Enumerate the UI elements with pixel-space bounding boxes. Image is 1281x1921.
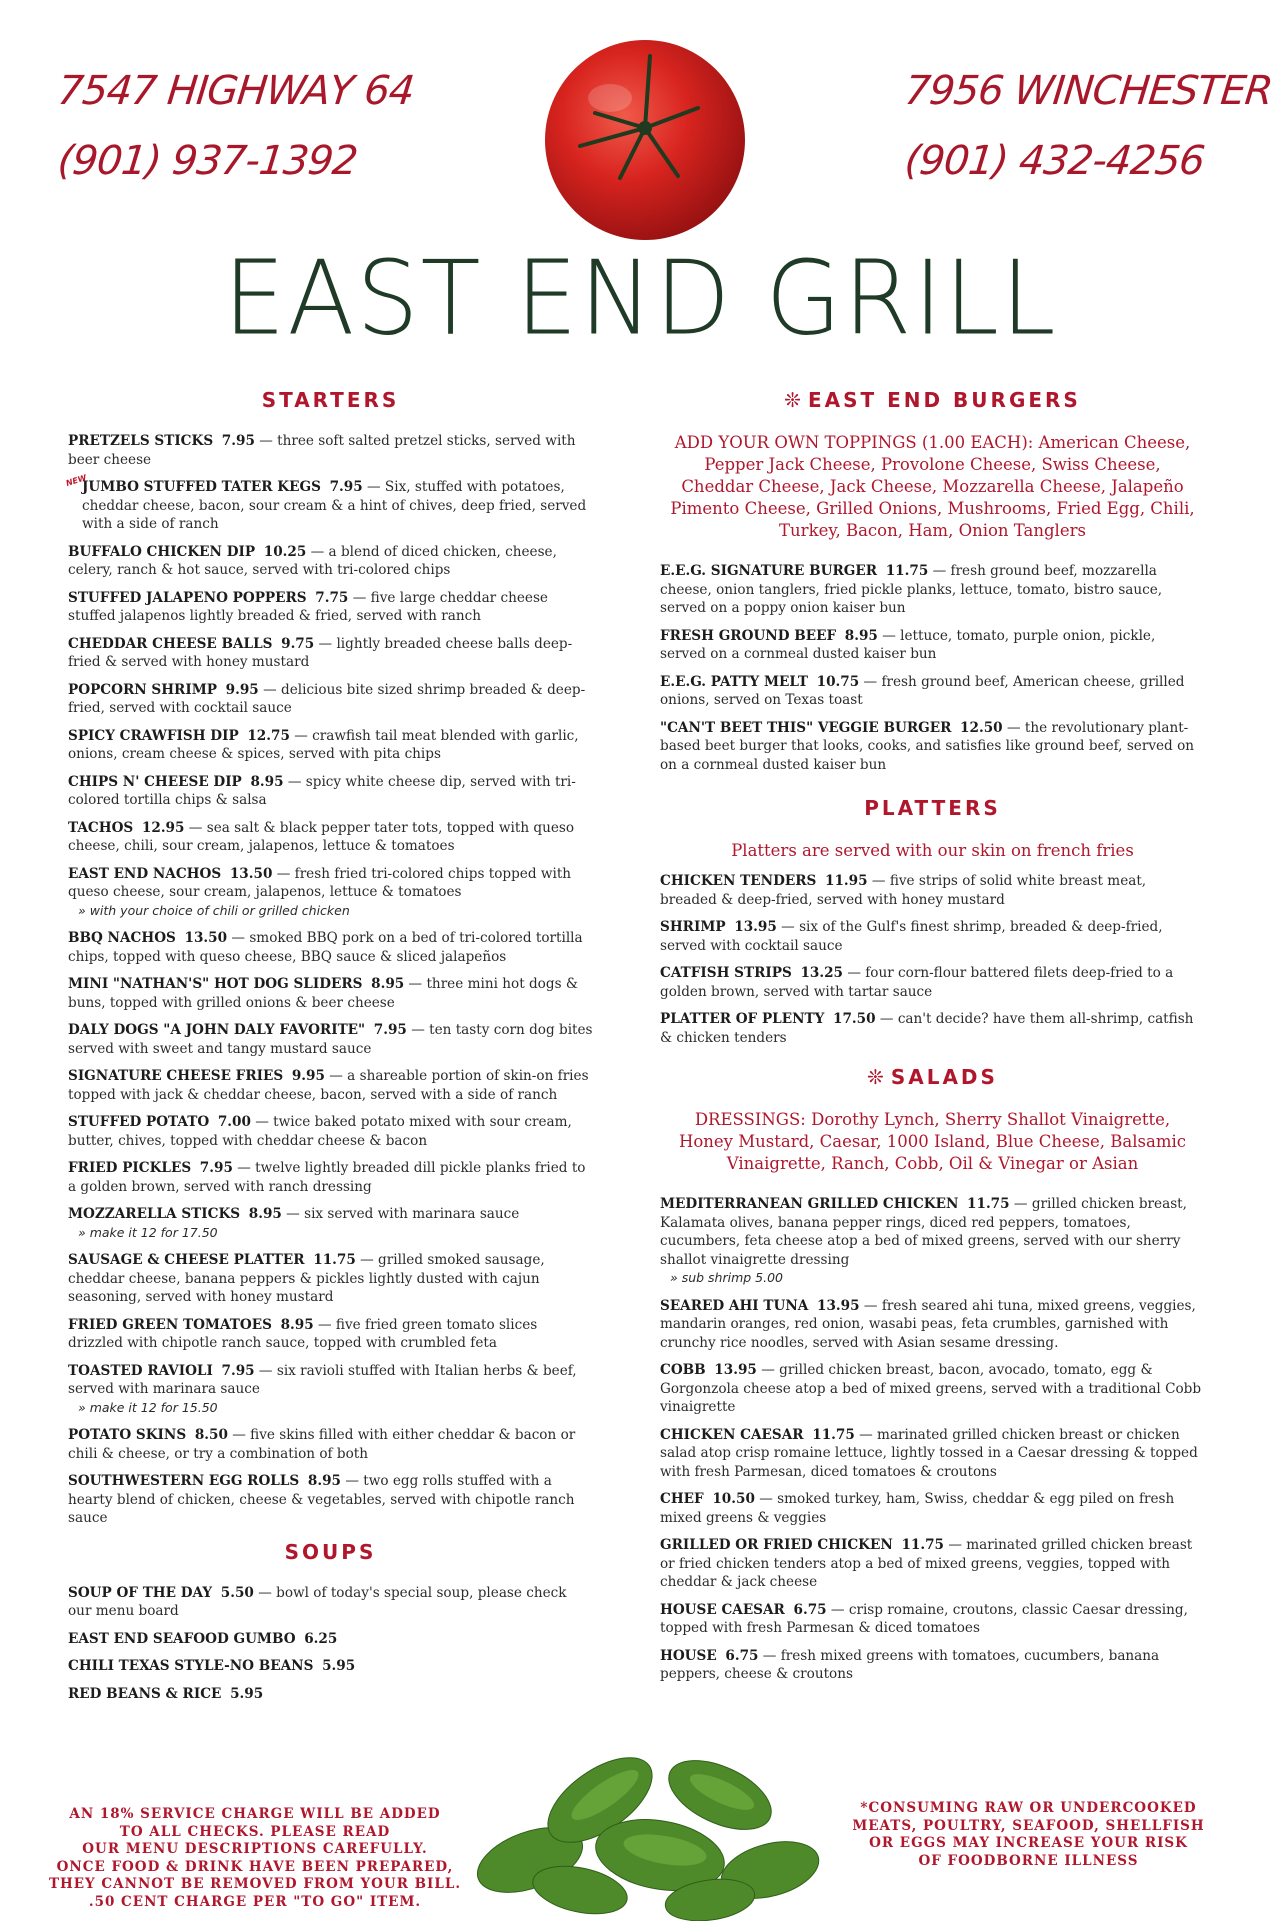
menu-item-name: MEDITERRANEAN GRILLED CHICKEN	[660, 1196, 959, 1212]
service-charge-notice	[20, 1806, 490, 1911]
menu-item	[660, 1010, 1205, 1047]
salads-dressings-note: DRESSINGS: Dorothy Lynch, Sherry Shallot Vinaigrette, Honey Mustard, Caesar, 1000 Island, Blue Cheese, Balsamic Vinaigrette, Ranch, Cobb, Oil & Vinegar or Asian	[678, 1110, 1187, 1173]
menu-item	[660, 1601, 1205, 1638]
menu-item-description: — marinated grilled chicken breast or chicken salad atop crisp romaine lettuce, lightly tossed in a Caesar dressing & topped with fresh Parmesan, diced tomatoes & croutons	[660, 1426, 1198, 1480]
menu-item-name: TACHOS	[68, 819, 134, 836]
menu-item-price: 12.95	[141, 819, 185, 836]
menu-item-description: — four corn-flour battered filets deep-fried to a golden brown, served with tartar sauce	[660, 965, 1174, 1000]
soups-list	[68, 1584, 593, 1704]
menu-item-name: E.E.G. SIGNATURE BURGER	[660, 563, 878, 579]
menu-item-description: — fresh ground beef, mozzarella cheese, onion tanglers, fried pickle planks, lettuce, tomato, bistro sauce, served on a poppy onion kaiser bun	[660, 563, 1163, 616]
menu-item-description: — five skins filled with either cheddar & bacon or chili & cheese, or try a combination of both	[68, 1427, 576, 1462]
menu-item-description: — spicy white cheese dip, served with tri-colored tortilla chips & salsa	[68, 773, 576, 808]
menu-item-price: 9.95	[291, 1068, 325, 1084]
menu-item-description: — lettuce, tomato, purple onion, pickle, served on a cornmeal dusted kaiser bun	[660, 627, 1156, 662]
menu-item-name: SOUP OF THE DAY	[68, 1584, 213, 1601]
menu-item-price: 17.50	[833, 1011, 876, 1027]
menu-item-price: 13.50	[229, 865, 273, 882]
platters-list	[660, 872, 1205, 1047]
menu-item	[68, 819, 593, 856]
asterisk-icon: ❊	[867, 1065, 887, 1089]
menu-item-description: — fresh fried tri-colored chips topped with queso cheese, sour cream, jalapenos, lettuce & tomatoes	[68, 865, 572, 900]
address-right-street: 7956 WINCHESTER	[902, 68, 1275, 114]
menu-item-description: — delicious bite sized shrimp breaded & deep-fried, served with cocktail sauce	[68, 681, 586, 716]
menu-item	[68, 1067, 593, 1104]
menu-item	[68, 1316, 593, 1353]
menu-item-description: — fresh ground beef, American cheese, grilled onions, served on Texas toast	[660, 673, 1185, 708]
menu-item-price: 10.50	[712, 1491, 755, 1507]
menu-item-price: 8.50	[194, 1427, 228, 1443]
menu-item	[68, 1021, 593, 1058]
salads-heading-text: SALADS	[890, 1065, 998, 1089]
menu-item-name: SIGNATURE CHEESE FRIES	[68, 1068, 284, 1084]
left-column	[64, 388, 593, 1712]
menu-item	[68, 975, 593, 1012]
menu-item-option: » with your choice of chili or grilled chicken	[78, 902, 350, 918]
footer-line: OUR MENU DESCRIPTIONS CAREFULLY.	[82, 1841, 428, 1857]
burgers-heading-text: EAST END BURGERS	[807, 388, 1081, 412]
address-left-phone: (901) 937-1392	[55, 138, 360, 184]
menu-item	[64, 473, 593, 534]
menu-item-description: — lightly breaded cheese balls deep-fried & served with honey mustard	[68, 635, 573, 670]
menu-item-description: — sea salt & black pepper tater tots, topped with queso cheese, chili, sour cream, jalapenos, lettuce & tomatoes	[68, 819, 575, 854]
menu-item-name: FRESH GROUND BEEF	[660, 627, 837, 644]
footer-line: *CONSUMING RAW OR UNDERCOOKED	[860, 1800, 1197, 1816]
menu-item-name: COBB	[660, 1362, 706, 1378]
menu-item-description: — twelve lightly breaded dill pickle planks fried to a golden brown, served with ranch dressing	[68, 1160, 586, 1195]
menu-item-price: 12.75	[247, 727, 290, 744]
menu-item-description: — crawfish tail meat blended with garlic, onions, cream cheese & spices, served with pita chips	[68, 727, 579, 762]
menu-item	[68, 1251, 593, 1307]
menu-item-description: — the revolutionary plant-based beet burger that looks, cooks, and satisfies like ground beef, served on on a cornmeal dusted kaiser bun	[660, 719, 1195, 773]
address-right-phone: (901) 432-4256	[902, 138, 1207, 184]
menu-item-price: 5.95	[230, 1685, 264, 1702]
menu-item	[68, 1472, 593, 1528]
menu-item-name: CHEDDAR CHEESE BALLS	[68, 635, 273, 652]
menu-item-name: CATFISH STRIPS	[660, 965, 792, 981]
menu-item	[68, 1657, 593, 1676]
menu-item-description: — smoked turkey, ham, Swiss, cheddar & egg piled on fresh mixed greens & veggies	[660, 1491, 1175, 1526]
menu-item-price: 7.95	[221, 1362, 255, 1379]
menu-item-name: STUFFED JALAPENO POPPERS	[68, 589, 307, 606]
burgers-heading	[660, 388, 1205, 412]
menu-item-description: — six served with marinara sauce	[281, 1206, 520, 1222]
menu-item	[68, 1685, 593, 1704]
menu-item-name: PRETZELS STICKS	[68, 433, 214, 449]
menu-item-price: 13.95	[734, 919, 777, 935]
footer-line: AN 18% SERVICE CHARGE WILL BE ADDED	[69, 1806, 441, 1822]
menu-item	[660, 918, 1205, 955]
menu-item	[660, 719, 1205, 775]
salads-list	[660, 1195, 1205, 1684]
menu-item-description: — bowl of today's special soup, please check our menu board	[68, 1584, 567, 1619]
menu-item-price: 5.95	[322, 1658, 356, 1674]
menu-item	[660, 1647, 1205, 1684]
salads-heading	[660, 1065, 1205, 1089]
menu-item-name: HOUSE CAESAR	[660, 1601, 785, 1618]
menu-item-description: — crisp romaine, croutons, classic Caesar dressing, topped with fresh Parmesan & diced tomatoes	[660, 1601, 1188, 1636]
menu-item-price: 6.75	[725, 1647, 759, 1664]
menu-item-name: FRIED PICKLES	[68, 1160, 192, 1176]
menu-item-description: — can't decide? have them all-shrimp, catfish & chicken tenders	[660, 1011, 1194, 1046]
menu-item-description: — ten tasty corn dog bites served with sweet and tangy mustard sauce	[68, 1022, 593, 1057]
menu-item	[68, 1362, 593, 1418]
menu-item	[68, 773, 593, 810]
menu-item	[660, 627, 1205, 664]
menu-item-price: 10.25	[263, 543, 307, 560]
menu-item	[68, 432, 593, 469]
menu-item-price: 11.75	[901, 1537, 945, 1553]
menu-item-description: — five large cheddar cheese stuffed jalapenos lightly breaded & fried, served with ranch	[68, 589, 548, 624]
menu-item-name: CHICKEN TENDERS	[660, 873, 817, 889]
footer-line: TO ALL CHECKS. PLEASE READ	[119, 1823, 391, 1840]
menu-item-description: — a blend of diced chicken, cheese, celery, ranch & hot sauce, served with tri-colored chips	[68, 543, 557, 578]
menu-item-name: CHILI TEXAS STYLE-NO BEANS	[68, 1658, 314, 1674]
menu-item	[660, 1195, 1205, 1288]
footer-line: OF FOODBORNE ILLNESS	[918, 1852, 1139, 1869]
menu-item-price: 8.95	[280, 1316, 314, 1333]
starters-heading: STARTERS	[261, 388, 400, 412]
menu-item-name: SOUTHWESTERN EGG ROLLS	[68, 1473, 300, 1489]
menu-item-price: 13.50	[184, 930, 228, 946]
menu-item-price: 11.75	[885, 563, 929, 579]
menu-item-option: » make it 12 for 17.50	[78, 1224, 218, 1240]
menu-item-name: EAST END SEAFOOD GUMBO	[68, 1630, 296, 1647]
menu-item	[660, 1536, 1205, 1592]
menu-item	[68, 1205, 593, 1242]
menu-item-description: — a shareable portion of skin-on fries topped with jack & cheddar cheese, bacon, served with a side of ranch	[68, 1068, 589, 1103]
footer-line: OR EGGS MAY INCREASE YOUR RISK	[869, 1835, 1188, 1851]
burgers-list	[660, 562, 1205, 774]
footer-line: ONCE FOOD & DRINK HAVE BEEN PREPARED,	[56, 1858, 454, 1875]
menu-item-name: BBQ NACHOS	[68, 930, 176, 946]
menu-item	[660, 1490, 1205, 1527]
menu-item-name: STUFFED POTATO	[68, 1114, 210, 1130]
menu-item-price: 7.95	[221, 433, 255, 449]
menu-item-price: 13.95	[714, 1362, 757, 1378]
menu-item-name: SHRIMP	[660, 919, 726, 935]
menu-item-price: 7.75	[315, 589, 349, 606]
menu-item-name: SEARED AHI TUNA	[660, 1297, 809, 1314]
menu-item-description: — twice baked potato mixed with sour cream, butter, chives, topped with cheddar cheese & bacon	[68, 1114, 572, 1149]
menu-item-name: PLATTER OF PLENTY	[660, 1011, 825, 1027]
menu-item-description: — grilled chicken breast, Kalamata olives, banana pepper rings, diced red peppers, tomatoes, cucumbers, feta cheese atop a bed of mixed greens, served with our sherry shallot vinaigrette dressing	[660, 1196, 1187, 1268]
menu-item-description: — Six, stuffed with potatoes, cheddar cheese, bacon, sour cream & a hint of chives, deep fried, served with a side of ranch	[82, 479, 587, 532]
menu-item	[68, 1630, 593, 1649]
menu-item-description: — marinated grilled chicken breast or fried chicken tenders atop a bed of mixed greens, veggies, topped with cheddar & jack cheese	[660, 1537, 1193, 1590]
menu-item-name: GRILLED OR FRIED CHICKEN	[660, 1537, 893, 1553]
menu-item-description: — six ravioli stuffed with Italian herbs & beef, served with marinara sauce	[68, 1362, 577, 1397]
menu-item	[68, 727, 593, 764]
menu-item-option: » make it 12 for 15.50	[78, 1399, 218, 1415]
menu-item-price: 5.50	[220, 1584, 254, 1601]
menu-item-description: — fresh seared ahi tuna, mixed greens, veggies, mandarin oranges, red onion, wasabi peas, feta crumbles, garnished with crunchy rice noodles, served with Asian sesame dressing.	[660, 1297, 1196, 1351]
menu-item	[68, 635, 593, 672]
menu-item-name: RED BEANS & RICE	[68, 1685, 222, 1702]
menu-item-name: JUMBO STUFFED TATER KEGS	[82, 479, 321, 495]
menu-item	[68, 543, 593, 580]
menu-item-name: TOASTED RAVIOLI	[68, 1362, 213, 1379]
menu-item	[660, 964, 1205, 1001]
menu-item-description: — two egg rolls stuffed with a hearty blend of chicken, cheese & vegetables, served with chipotle ranch sauce	[68, 1473, 575, 1526]
menu-item-description: — smoked BBQ pork on a bed of tri-colored tortilla chips, topped with queso cheese, BBQ sauce & sliced jalapeños	[68, 930, 583, 965]
menu-item-price: 8.95	[250, 773, 284, 790]
menu-item-price: 11.75	[812, 1426, 855, 1443]
menu-item	[68, 1159, 593, 1196]
food-safety-warning	[806, 1800, 1251, 1870]
menu-item-price: 13.95	[817, 1297, 860, 1314]
menu-item-price: 7.95	[199, 1160, 233, 1176]
menu-item	[68, 1584, 593, 1621]
menu-item-description: — fresh mixed greens with tomatoes, cucumbers, banana peppers, cheese & croutons	[660, 1647, 1160, 1682]
menu-item	[68, 589, 593, 626]
menu-item-price: 6.25	[304, 1630, 338, 1647]
footer-line: .50 CENT CHARGE PER "TO GO" ITEM.	[88, 1893, 422, 1910]
menu-item-price: 8.95	[844, 627, 878, 644]
menu-item-description: — five fried green tomato slices drizzled with chipotle ranch sauce, topped with crumbled feta	[68, 1316, 538, 1351]
right-column	[660, 388, 1205, 1693]
menu-item-name: SAUSAGE & CHEESE PLATTER	[68, 1252, 305, 1268]
menu-item-name: CHICKEN CAESAR	[660, 1426, 804, 1443]
menu-item	[68, 929, 593, 966]
menu-item-name: POTATO SKINS	[68, 1427, 187, 1443]
new-badge: NEW	[64, 473, 88, 489]
menu-item-name: E.E.G. PATTY MELT	[660, 673, 808, 690]
address-left-street: 7547 HIGHWAY 64	[55, 68, 416, 114]
footer-line: MEATS, POULTRY, SEAFOOD, SHELLFISH	[852, 1817, 1205, 1834]
platters-heading: PLATTERS	[864, 796, 1001, 820]
restaurant-logo-title: EAST END GRILL	[223, 239, 1058, 359]
menu-item-price: 13.25	[800, 965, 844, 981]
menu-item-price: 12.50	[960, 719, 1003, 736]
menu-item-price: 8.95	[248, 1206, 282, 1222]
menu-item-name: MOZZARELLA STICKS	[68, 1206, 241, 1222]
menu-item-option: » sub shrimp 5.00	[670, 1270, 783, 1285]
menu-item-price: 9.95	[225, 681, 259, 698]
menu-item-name: DALY DOGS "A JOHN DALY FAVORITE"	[68, 1022, 366, 1038]
menu-item	[68, 1426, 593, 1463]
menu-item-name: MINI "NATHAN'S" HOT DOG SLIDERS	[68, 976, 363, 992]
menu-item-name: FRIED GREEN TOMATOES	[68, 1316, 272, 1333]
menu-item	[660, 872, 1205, 909]
menu-item-description: — grilled smoked sausage, cheddar cheese, banana peppers & pickles lightly dusted with cajun seasoning, served with honey mustard	[68, 1252, 545, 1305]
menu-item-price: 9.75	[281, 635, 315, 652]
menu-item	[68, 681, 593, 718]
menu-item-description: — three soft salted pretzel sticks, served with beer cheese	[68, 433, 576, 468]
menu-item-price: 10.75	[816, 673, 860, 690]
menu-item-price: 7.00	[217, 1114, 251, 1130]
menu-item-name: "CAN'T BEET THIS" VEGGIE BURGER	[660, 719, 952, 736]
tomato-image	[540, 28, 750, 243]
menu-item-description: — five strips of solid white breast meat, breaded & deep-fried, served with honey mustard	[660, 873, 1147, 908]
footer-line: THEY CANNOT BE REMOVED FROM YOUR BILL.	[48, 1876, 462, 1892]
menu-item-name: CHIPS N' CHEESE DIP	[68, 773, 242, 790]
menu-item-price: 7.95	[329, 479, 363, 495]
menu-item-name: HOUSE	[660, 1647, 717, 1664]
burgers-toppings-note: ADD YOUR OWN TOPPINGS (1.00 EACH): American Cheese, Pepper Jack Cheese, Provolone Cheese, Swiss Cheese, Cheddar Cheese, Jack Cheese, Mozzarella Cheese, Jalapeño Pimento Cheese, Grilled Onions, Mushrooms, Fried Egg, Chili, Turkey, Bacon, Ham, Onion Tanglers	[670, 433, 1195, 540]
soups-heading: SOUPS	[284, 1539, 377, 1564]
platters-note: Platters are served with our skin on french fries	[731, 841, 1134, 860]
menu-item-price: 11.75	[313, 1252, 356, 1268]
menu-item-description: — six of the Gulf's finest shrimp, breaded & deep-fried, served with cocktail sauce	[660, 919, 1163, 954]
menu-item-name: BUFFALO CHICKEN DIP	[68, 543, 256, 560]
menu-item	[68, 865, 593, 921]
menu-item	[660, 562, 1205, 618]
menu-item-name: SPICY CRAWFISH DIP	[68, 727, 239, 744]
menu-item-description: — three mini hot dogs & buns, topped with grilled onions & beer cheese	[68, 976, 578, 1011]
menu-item	[660, 1361, 1205, 1417]
menu-item-name: CHEF	[660, 1491, 704, 1507]
menu-item-name: EAST END NACHOS	[68, 865, 222, 882]
menu-item	[660, 1426, 1205, 1482]
menu-item-price: 7.95	[373, 1022, 407, 1038]
menu-item-price: 6.75	[793, 1601, 827, 1618]
menu-item-price: 11.95	[825, 873, 868, 889]
menu-item-price: 8.95	[371, 976, 405, 992]
menu-item-name: POPCORN SHRIMP	[68, 681, 217, 698]
menu-item	[68, 1113, 593, 1150]
asterisk-icon: ❊	[784, 388, 804, 412]
menu-item-price: 8.95	[307, 1473, 341, 1489]
menu-item-description: — grilled chicken breast, bacon, avocado, tomato, egg & Gorgonzola cheese atop a bed of mixed greens, served with a traditional Cobb vinaigrette	[660, 1362, 1202, 1415]
menu-item	[660, 1297, 1205, 1353]
basil-image	[470, 1740, 825, 1921]
starters-list	[64, 432, 593, 1528]
menu-item-price: 11.75	[967, 1196, 1010, 1212]
menu-item	[660, 673, 1205, 710]
